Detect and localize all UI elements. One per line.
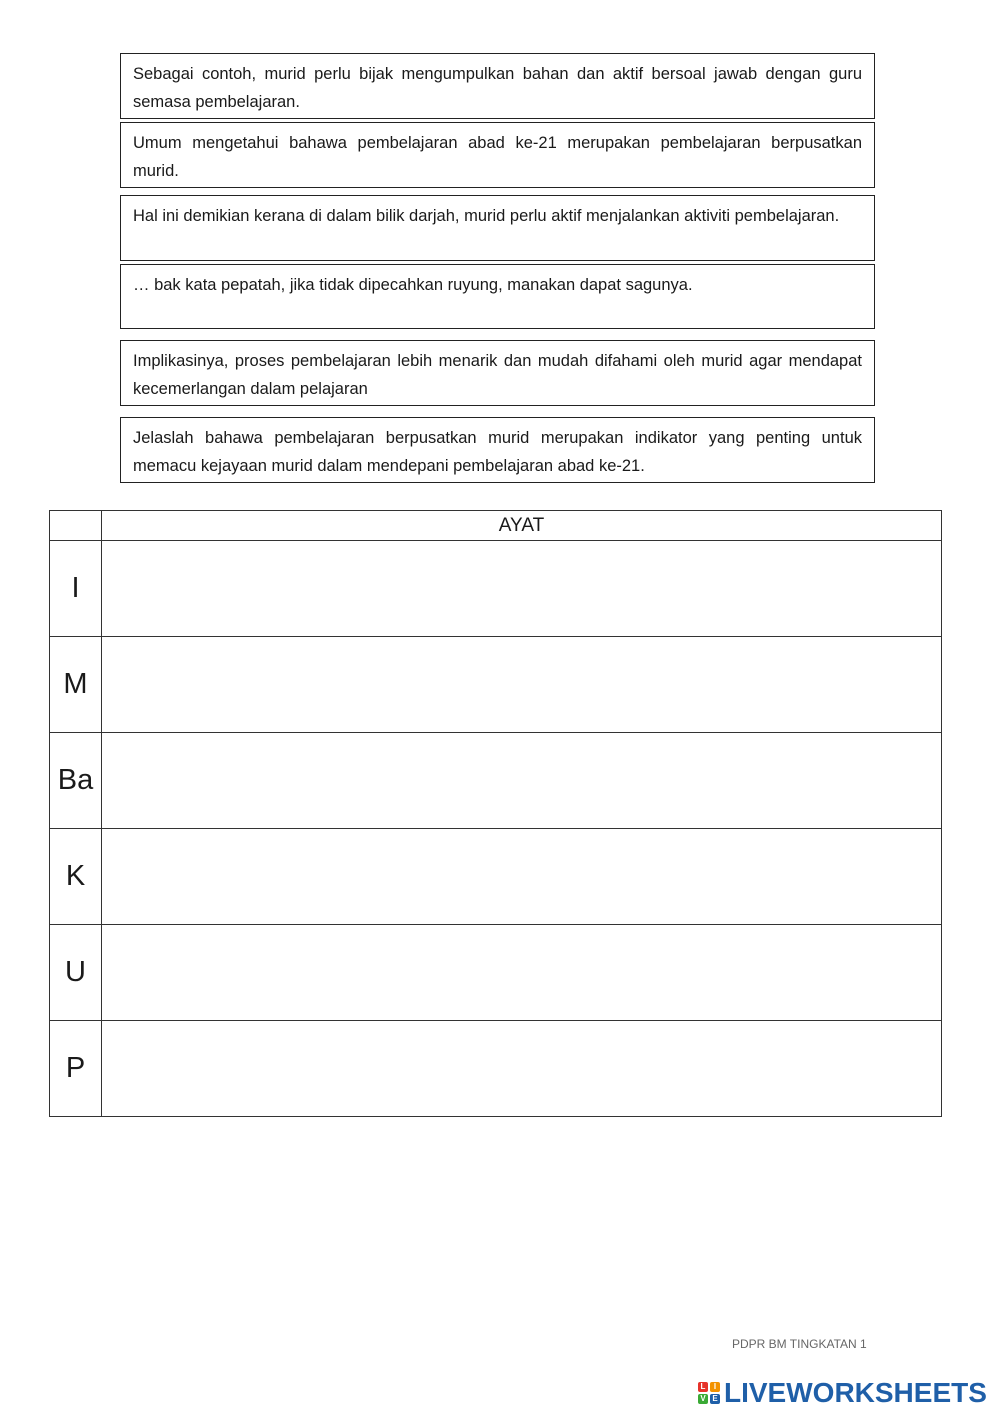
row-label-k: K bbox=[50, 829, 102, 925]
drop-zone-p[interactable] bbox=[102, 1021, 942, 1117]
row-label-m: M bbox=[50, 637, 102, 733]
sentence-card-2[interactable]: Umum mengetahui bahawa pembelajaran abad ke-21 merupakan pembelajaran berpusatkan murid. bbox=[120, 122, 875, 188]
sentence-card-6[interactable]: Jelaslah bahawa pembelajaran berpusatkan murid merupakan indikator yang penting untuk memacu kejayaan murid dalam mendepani pembelajaran abad ke-21. bbox=[120, 417, 875, 483]
row-label-u: U bbox=[50, 925, 102, 1021]
sentence-card-1[interactable]: Sebagai contoh, murid perlu bijak mengumpulkan bahan dan aktif bersoal jawab dengan guru semasa pembelajaran. bbox=[120, 53, 875, 119]
footer-text: PDPR BM TINGKATAN 1 bbox=[732, 1337, 867, 1351]
row-label-ba: Ba bbox=[50, 733, 102, 829]
table-row bbox=[50, 925, 942, 1021]
table-row bbox=[50, 637, 942, 733]
header-ayat: AYAT bbox=[102, 511, 942, 541]
sentence-card-3[interactable]: Hal ini demikian kerana di dalam bilik darjah, murid perlu aktif menjalankan aktiviti pembelajaran. bbox=[120, 195, 875, 261]
drop-zone-i[interactable] bbox=[102, 541, 942, 637]
sentence-card-5[interactable]: Implikasinya, proses pembelajaran lebih menarik dan mudah difahami oleh murid agar mendapat kecemerlangan dalam pelajaran bbox=[120, 340, 875, 406]
table-row bbox=[50, 829, 942, 925]
liveworksheets-brand bbox=[698, 1378, 987, 1408]
drop-zone-m[interactable] bbox=[102, 637, 942, 733]
header-empty-cell bbox=[50, 511, 102, 541]
drop-zone-u[interactable] bbox=[102, 925, 942, 1021]
answer-table bbox=[49, 510, 942, 1117]
drop-zone-ba[interactable] bbox=[102, 733, 942, 829]
logo-tile: I bbox=[710, 1382, 720, 1392]
table-header-row bbox=[50, 511, 942, 541]
drop-zone-k[interactable] bbox=[102, 829, 942, 925]
brand-name: LIVEWORKSHEETS bbox=[724, 1377, 987, 1408]
row-label-p: P bbox=[50, 1021, 102, 1117]
table-row bbox=[50, 541, 942, 637]
sentence-card-4[interactable]: … bak kata pepatah, jika tidak dipecahkan ruyung, manakan dapat sagunya. bbox=[120, 264, 875, 329]
table-row bbox=[50, 733, 942, 829]
logo-tile: L bbox=[698, 1382, 708, 1392]
row-label-i: I bbox=[50, 541, 102, 637]
logo-tile: E bbox=[710, 1394, 720, 1404]
table-row bbox=[50, 1021, 942, 1117]
logo-tile: V bbox=[698, 1394, 708, 1404]
liveworksheets-logo-icon bbox=[698, 1382, 720, 1404]
